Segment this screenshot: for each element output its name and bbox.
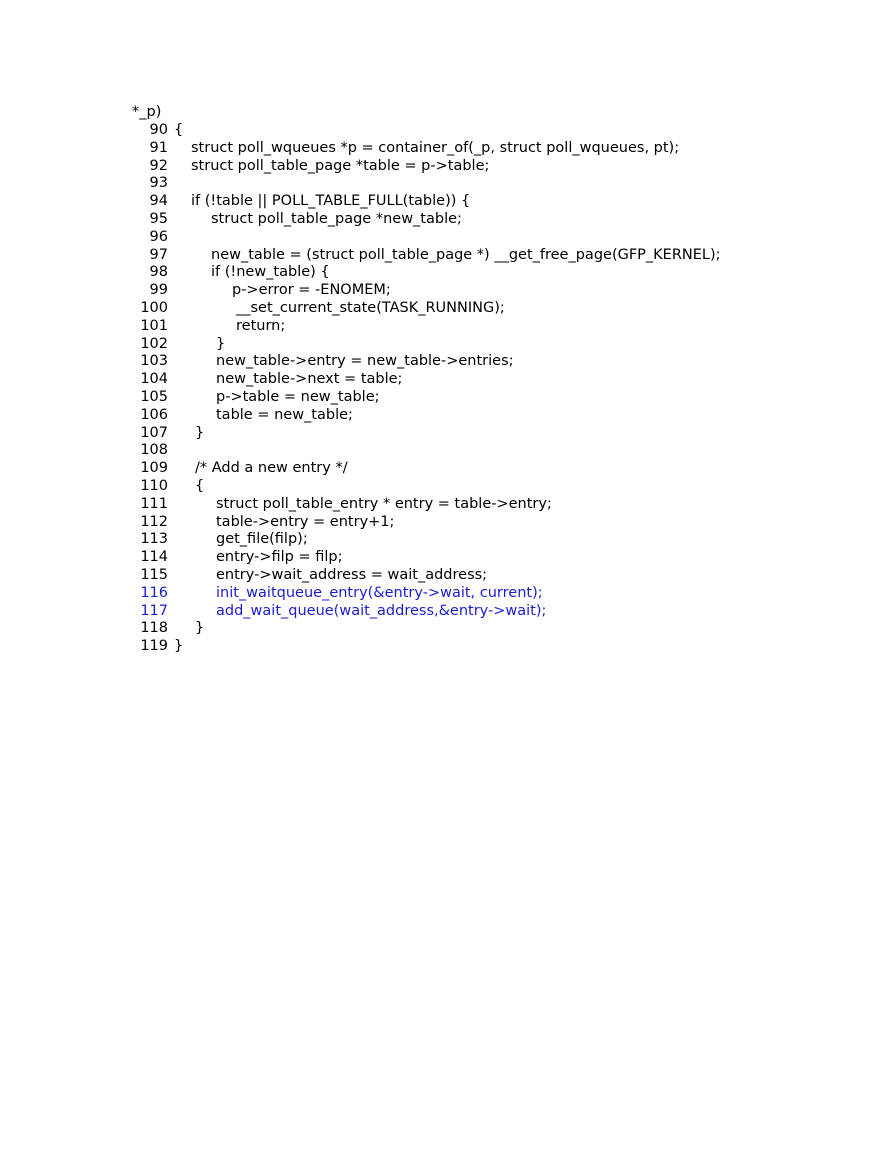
code-text: p->table = new_table; bbox=[216, 388, 380, 405]
line-number: 105 bbox=[140, 388, 168, 405]
code-line bbox=[120, 353, 514, 371]
line-number: 107 bbox=[140, 424, 168, 441]
line-number: 118 bbox=[140, 620, 168, 637]
line-number: 104 bbox=[140, 371, 168, 388]
line-number: 109 bbox=[140, 460, 168, 477]
line-number: 90 bbox=[149, 122, 168, 138]
code-text: new_table = (struct poll_table_page *) __get_free_page(GFP_KERNEL); bbox=[211, 246, 721, 263]
code-line bbox=[120, 122, 184, 140]
code-line bbox=[120, 246, 721, 265]
code-text: p->error = -ENOMEM; bbox=[232, 282, 391, 299]
line-number: 113 bbox=[140, 531, 168, 548]
code-text: } bbox=[174, 638, 184, 655]
line-number: 106 bbox=[140, 406, 168, 423]
line-number: 108 bbox=[140, 442, 168, 459]
code-text: struct poll_table_page *new_table; bbox=[211, 210, 462, 227]
code-text: entry->wait_address = wait_address; bbox=[216, 566, 488, 583]
line-number: 93 bbox=[149, 175, 168, 192]
code-line bbox=[120, 193, 471, 211]
code-listing bbox=[120, 122, 721, 656]
code-text: entry->filp = filp; bbox=[216, 549, 343, 566]
code-line bbox=[120, 210, 462, 229]
code-line bbox=[120, 335, 226, 354]
code-line bbox=[120, 388, 380, 407]
code-text: /* Add a new entry */ bbox=[195, 460, 348, 477]
code-line bbox=[120, 620, 205, 638]
code-text: if (!table || POLL_TABLE_FULL(table)) { bbox=[191, 193, 471, 210]
code-line bbox=[120, 264, 330, 282]
code-line bbox=[120, 371, 403, 389]
code-line bbox=[120, 584, 543, 603]
line-number: 102 bbox=[140, 335, 168, 352]
line-number: 103 bbox=[140, 353, 168, 370]
line-number: 91 bbox=[149, 139, 168, 156]
code-line bbox=[120, 531, 308, 549]
code-text: new_table->entry = new_table->entries; bbox=[216, 353, 514, 370]
code-line bbox=[120, 566, 488, 585]
code-line bbox=[120, 424, 205, 443]
code-line bbox=[120, 282, 391, 300]
line-number: 95 bbox=[149, 210, 168, 227]
line-number: 99 bbox=[149, 282, 168, 299]
line-number: 101 bbox=[140, 317, 168, 334]
code-line bbox=[120, 477, 205, 496]
line-number: 115 bbox=[140, 566, 168, 583]
code-line bbox=[120, 495, 552, 514]
code-text: struct poll_table_page *table = p->table; bbox=[191, 157, 490, 174]
line-number: 119 bbox=[140, 638, 168, 655]
line-number: 98 bbox=[149, 264, 168, 281]
code-line bbox=[120, 442, 168, 460]
line-number: 94 bbox=[149, 193, 168, 210]
code-line bbox=[120, 157, 490, 176]
line-number: 116 bbox=[140, 584, 168, 601]
line-number: 110 bbox=[140, 477, 168, 494]
code-text: } bbox=[216, 335, 226, 352]
code-text: add_wait_queue(wait_address,&entry->wait); bbox=[216, 602, 547, 619]
line-number: 92 bbox=[149, 157, 168, 174]
code-text: get_file(filp); bbox=[216, 531, 308, 548]
code-line bbox=[120, 139, 680, 158]
code-text: table->entry = entry+1; bbox=[216, 513, 395, 530]
line-number: 111 bbox=[140, 495, 168, 512]
code-line bbox=[120, 406, 353, 425]
code-text: } bbox=[195, 424, 205, 441]
code-text: return; bbox=[236, 317, 286, 334]
code-line bbox=[120, 175, 168, 193]
code-text: init_waitqueue_entry(&entry->wait, current); bbox=[216, 584, 543, 601]
code-text: new_table->next = table; bbox=[216, 371, 403, 388]
code-text: { bbox=[174, 122, 184, 138]
line-number: 100 bbox=[140, 299, 168, 316]
line-number: 97 bbox=[149, 246, 168, 263]
code-line bbox=[120, 229, 168, 247]
code-text: table = new_table; bbox=[216, 406, 353, 423]
code-line bbox=[120, 299, 505, 318]
code-line bbox=[120, 460, 348, 478]
code-text: struct poll_wqueues *p = container_of(_p, struct poll_wqueues, pt); bbox=[191, 139, 680, 156]
line-number: 117 bbox=[140, 602, 168, 619]
line-number: 112 bbox=[140, 513, 168, 530]
code-line bbox=[120, 638, 184, 656]
code-line bbox=[120, 549, 343, 567]
line-number: 96 bbox=[149, 228, 168, 245]
code-line bbox=[120, 317, 286, 336]
code-line bbox=[120, 602, 547, 621]
code-text: struct poll_table_entry * entry = table->entry; bbox=[216, 495, 552, 512]
code-line bbox=[120, 513, 395, 532]
code-text: if (!new_table) { bbox=[211, 264, 330, 281]
code-text: { bbox=[195, 477, 205, 494]
code-text: __set_current_state(TASK_RUNNING); bbox=[236, 299, 505, 316]
code-fragment-header: *_p) bbox=[132, 104, 162, 120]
code-text: } bbox=[195, 620, 205, 637]
line-number: 114 bbox=[140, 549, 168, 566]
